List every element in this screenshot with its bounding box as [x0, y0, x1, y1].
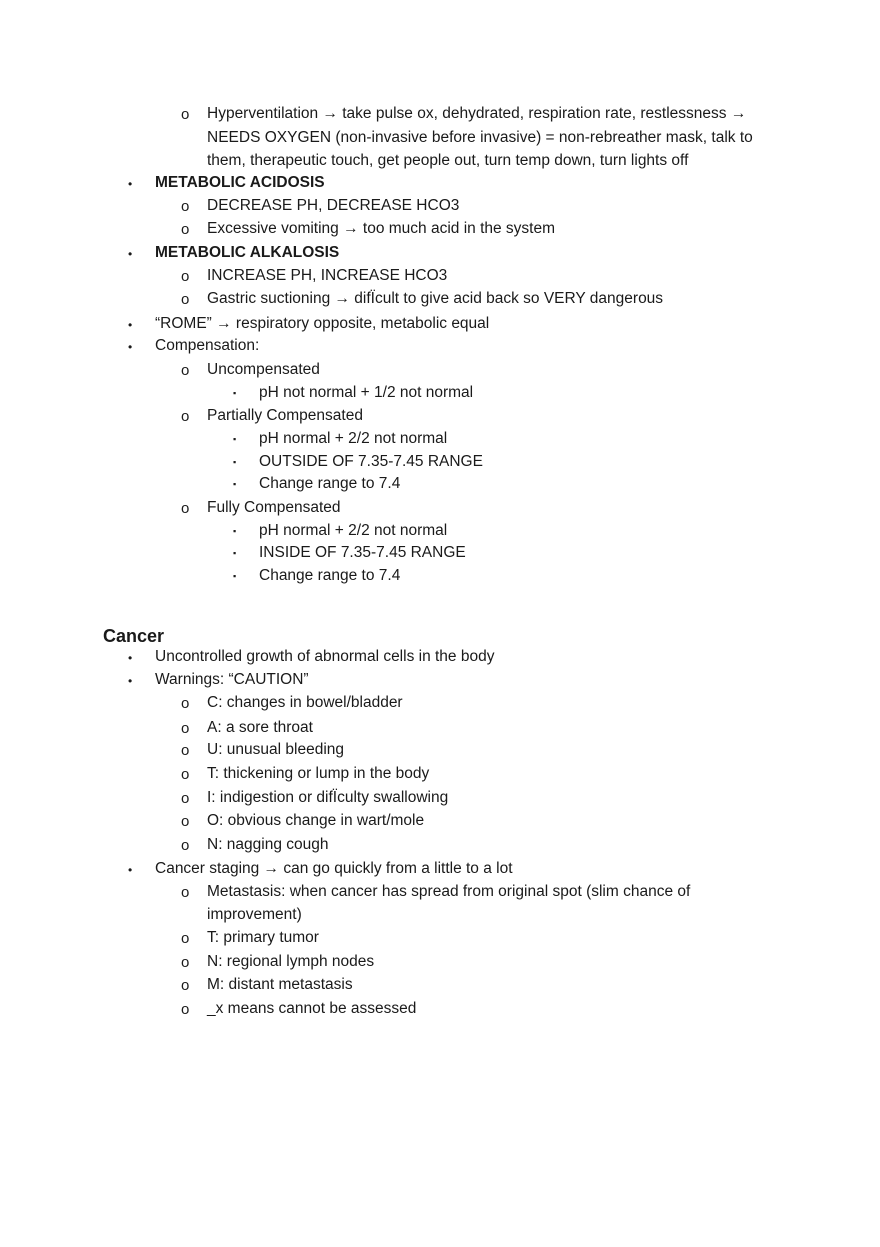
- metabolic-acidosis-title: METABOLIC ACIDOSIS: [155, 174, 325, 191]
- square-bullet-icon: ▪: [233, 526, 237, 536]
- list-item: pH normal + 2/2 not normal: [259, 430, 448, 447]
- bullet-icon: •: [128, 247, 133, 261]
- list-item: N: regional lymph nodes: [207, 953, 375, 970]
- circle-bullet-icon: o: [181, 742, 190, 759]
- rome-rule: “ROME” → respiratory opposite, metabolic equal: [155, 315, 490, 332]
- circle-bullet-icon: o: [181, 221, 190, 238]
- list-item: M: distant metastasis: [207, 976, 353, 993]
- square-bullet-icon: ▪: [233, 457, 237, 467]
- uncompensated-title: Uncompensated: [207, 361, 320, 378]
- list-item: pH not normal + 1/2 not normal: [259, 384, 474, 401]
- square-bullet-icon: ▪: [233, 479, 237, 489]
- circle-bullet-icon: o: [181, 766, 190, 783]
- list-item: T: primary tumor: [207, 929, 319, 946]
- list-item: pH normal + 2/2 not normal: [259, 522, 448, 539]
- circle-bullet-icon: o: [181, 720, 190, 737]
- circle-bullet-icon: o: [181, 977, 190, 994]
- list-item: I: indigestion or difÏculty swallowing: [207, 789, 449, 806]
- list-item: OUTSIDE OF 7.35-7.45 RANGE: [259, 453, 483, 470]
- circle-bullet-icon: o: [181, 362, 190, 379]
- bullet-icon: •: [128, 863, 133, 877]
- circle-bullet-icon: o: [181, 1001, 190, 1018]
- list-item: INSIDE OF 7.35-7.45 RANGE: [259, 544, 466, 561]
- bullet-icon: •: [128, 651, 133, 665]
- list-item: _x means cannot be assessed: [207, 1000, 417, 1017]
- circle-bullet-icon: o: [181, 837, 190, 854]
- list-item: Excessive vomiting → too much acid in the system: [207, 220, 556, 237]
- staging-title: Cancer staging → can go quickly from a little to a lot: [155, 860, 513, 877]
- metastasis-line-2: improvement): [207, 906, 302, 923]
- circle-bullet-icon: o: [181, 106, 190, 123]
- cancer-definition: Uncontrolled growth of abnormal cells in the body: [155, 648, 495, 665]
- list-item: C: changes in bowel/bladder: [207, 694, 403, 711]
- hyperventilation-line-2: NEEDS OXYGEN (non-invasive before invasive) = non-rebreather mask, talk to: [207, 129, 753, 146]
- square-bullet-icon: ▪: [233, 548, 237, 558]
- list-item: O: obvious change in wart/mole: [207, 812, 425, 829]
- list-item: Gastric suctioning → difÏcult to give acid back so VERY dangerous: [207, 290, 664, 307]
- cancer-heading: Cancer: [103, 626, 165, 646]
- list-item: INCREASE PH, INCREASE HCO3: [207, 267, 448, 284]
- list-item: T: thickening or lump in the body: [207, 765, 430, 782]
- warnings-title: Warnings: “CAUTION”: [155, 671, 309, 688]
- fully-compensated-title: Fully Compensated: [207, 499, 341, 516]
- list-item: U: unusual bleeding: [207, 741, 345, 758]
- circle-bullet-icon: o: [181, 268, 190, 285]
- bullet-icon: •: [128, 674, 133, 688]
- list-item: DECREASE PH, DECREASE HCO3: [207, 197, 460, 214]
- square-bullet-icon: ▪: [233, 388, 237, 398]
- circle-bullet-icon: o: [181, 198, 190, 215]
- list-item: Change range to 7.4: [259, 567, 401, 584]
- list-item: A: a sore throat: [207, 719, 313, 736]
- circle-bullet-icon: o: [181, 954, 190, 971]
- circle-bullet-icon: o: [181, 813, 190, 830]
- metabolic-alkalosis-title: METABOLIC ALKALOSIS: [155, 244, 340, 261]
- bullet-icon: •: [128, 340, 133, 354]
- list-item: N: nagging cough: [207, 836, 329, 853]
- circle-bullet-icon: o: [181, 884, 190, 901]
- circle-bullet-icon: o: [181, 408, 190, 425]
- compensation-title: Compensation:: [155, 337, 260, 354]
- bullet-icon: •: [128, 177, 133, 191]
- hyperventilation-line-1: Hyperventilation → take pulse ox, dehydrated, respiration rate, restlessness →: [207, 105, 747, 122]
- partially-compensated-title: Partially Compensated: [207, 407, 363, 424]
- bullet-icon: •: [128, 318, 133, 332]
- circle-bullet-icon: o: [181, 291, 190, 308]
- circle-bullet-icon: o: [181, 500, 190, 517]
- circle-bullet-icon: o: [181, 695, 190, 712]
- square-bullet-icon: ▪: [233, 434, 237, 444]
- list-item: Change range to 7.4: [259, 475, 401, 492]
- hyperventilation-line-3: them, therapeutic touch, get people out, turn temp down, turn lights off: [207, 152, 689, 169]
- metastasis-line-1: Metastasis: when cancer has spread from original spot (slim chance of: [207, 883, 691, 900]
- circle-bullet-icon: o: [181, 790, 190, 807]
- square-bullet-icon: ▪: [233, 571, 237, 581]
- circle-bullet-icon: o: [181, 930, 190, 947]
